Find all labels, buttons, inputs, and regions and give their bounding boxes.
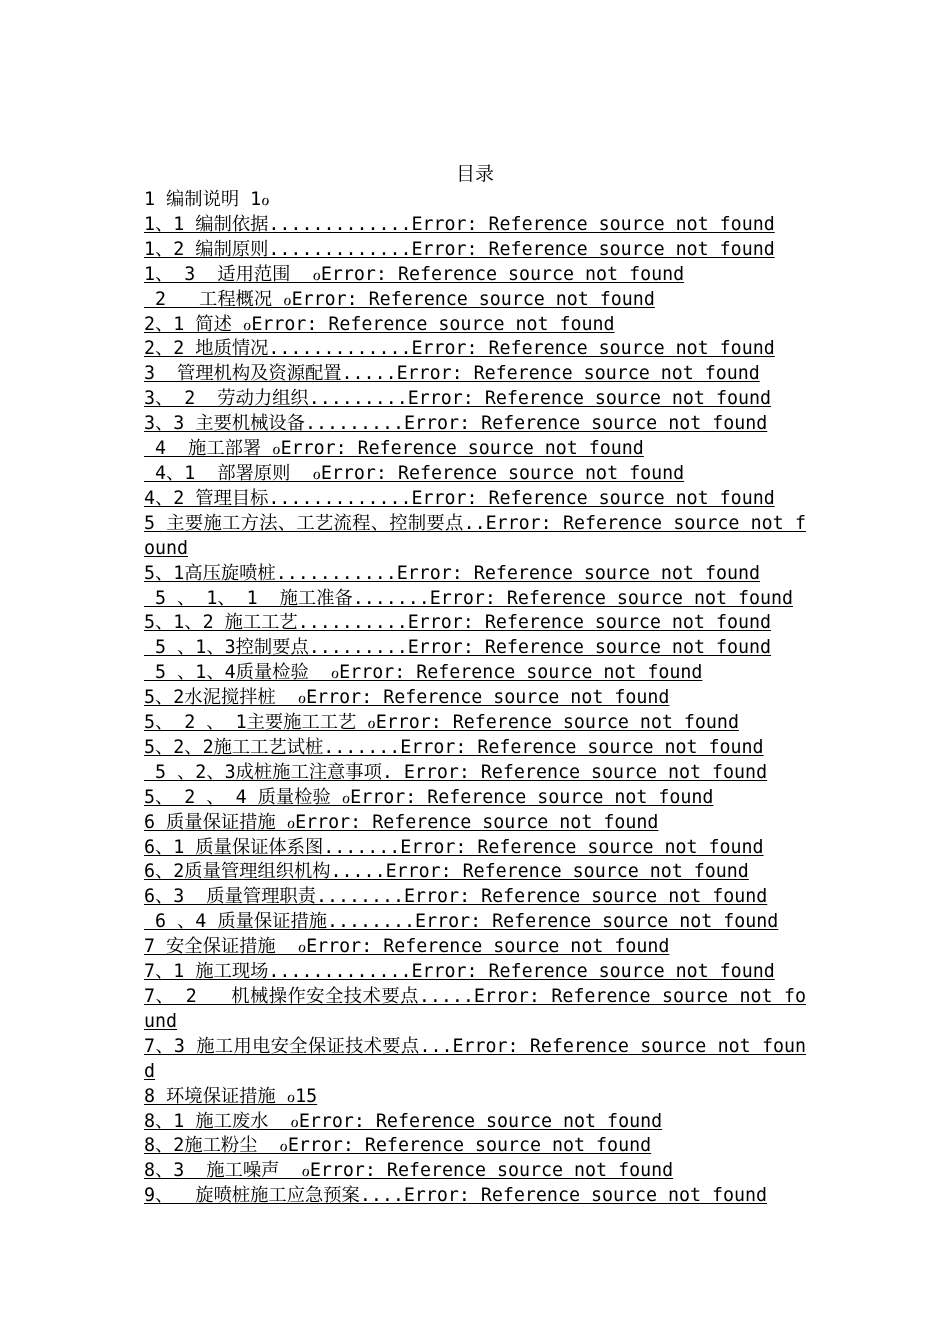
- toc-entry[interactable]: 5、1、2 施工工艺..........Error: Reference source not found: [144, 612, 771, 634]
- toc-entry[interactable]: 3、3 主要机械设备.........Error: Reference source not found: [144, 413, 768, 435]
- toc-entry[interactable]: 4 施工部署 ℴError: Reference source not found: [144, 438, 644, 460]
- toc-entry[interactable]: 3 管理机构及资源配置.....Error: Reference source not found: [144, 363, 760, 385]
- toc-title: 目录: [455, 163, 494, 185]
- toc-entry[interactable]: 1、 3 适用范围 ℴError: Reference source not found: [144, 263, 685, 285]
- toc-entry[interactable]: 1、2 编制原则.............Error: Reference source not found: [144, 238, 775, 260]
- toc-entry[interactable]: 5 、1、4质量检验 ℴError: Reference source not found: [144, 662, 703, 684]
- toc-entry[interactable]: 2、2 地质情况.............Error: Reference source not found: [144, 338, 775, 360]
- toc-entry[interactable]: 6、3 质量管理职责........Error: Reference source not found: [144, 886, 768, 908]
- toc-entry[interactable]: 5 主要施工方法、工艺流程、控制要点..Error: Reference source not found: [144, 512, 806, 559]
- toc-entry[interactable]: 5 、1、3控制要点.........Error: Reference source not found: [144, 637, 771, 659]
- toc-entry[interactable]: 7 安全保证措施 ℴError: Reference source not found: [144, 936, 670, 958]
- table-of-contents: [144, 188, 806, 1209]
- toc-entry[interactable]: 7、1 施工现场.............Error: Reference source not found: [144, 961, 775, 983]
- toc-entry[interactable]: 4、1 部署原则 ℴError: Reference source not found: [144, 462, 685, 484]
- toc-entry[interactable]: 6 、4 质量保证措施........Error: Reference source not found: [144, 911, 779, 933]
- toc-entry[interactable]: 6 质量保证措施 ℴError: Reference source not found: [144, 811, 659, 833]
- toc-entry[interactable]: 9、 旋喷桩施工应急预案....Error: Reference source not found: [144, 1185, 768, 1207]
- toc-entry[interactable]: 5 、 1、 1 施工准备.......Error: Reference source not found: [144, 587, 794, 609]
- toc-entry[interactable]: 5、2水泥搅拌桩 ℴError: Reference source not found: [144, 687, 670, 709]
- toc-entry[interactable]: 7、 2 机械操作安全技术要点.....Error: Reference source not found: [144, 986, 806, 1032]
- toc-entry[interactable]: 7、3 施工用电安全保证技术要点...Error: Reference source not found: [144, 1035, 806, 1082]
- toc-entry[interactable]: 2、1 简述 ℴError: Reference source not found: [144, 313, 615, 335]
- toc-entry[interactable]: 5、2、2施工工艺试桩.......Error: Reference source not found: [144, 736, 764, 758]
- toc-entry[interactable]: 4、2 管理目标.............Error: Reference source not found: [144, 487, 775, 509]
- toc-entry[interactable]: 1 编制说明 1ℴ: [144, 189, 270, 210]
- toc-entry[interactable]: 6、1 质量保证体系图.......Error: Reference source not found: [144, 836, 764, 858]
- toc-entry[interactable]: 2 工程概况 ℴError: Reference source not found: [144, 288, 655, 310]
- toc-entry[interactable]: 8、2施工粉尘 ℴError: Reference source not found: [144, 1135, 652, 1157]
- toc-entry[interactable]: 5 、2、3成桩施工注意事项. Error: Reference source not found: [144, 761, 768, 783]
- toc-entry[interactable]: 8、3 施工噪声 ℴError: Reference source not found: [144, 1160, 674, 1182]
- toc-entry[interactable]: 5、 2 、 1主要施工工艺 ℴError: Reference source not found: [144, 712, 739, 734]
- toc-entry[interactable]: 1、1 编制依据.............Error: Reference source not found: [144, 213, 775, 235]
- toc-entry[interactable]: 6、2质量管理组织机构.....Error: Reference source not found: [144, 861, 749, 883]
- toc-entry[interactable]: 8、1 施工废水 ℴError: Reference source not found: [144, 1110, 663, 1132]
- toc-entry[interactable]: 3、 2 劳动力组织.........Error: Reference source not found: [144, 388, 771, 410]
- toc-entry[interactable]: 5、1高压旋喷桩...........Error: Reference source not found: [144, 562, 760, 584]
- toc-entry[interactable]: 8 环境保证措施 ℴ15: [144, 1085, 318, 1107]
- toc-entry[interactable]: 5、 2 、 4 质量检验 ℴError: Reference source not found: [144, 786, 714, 808]
